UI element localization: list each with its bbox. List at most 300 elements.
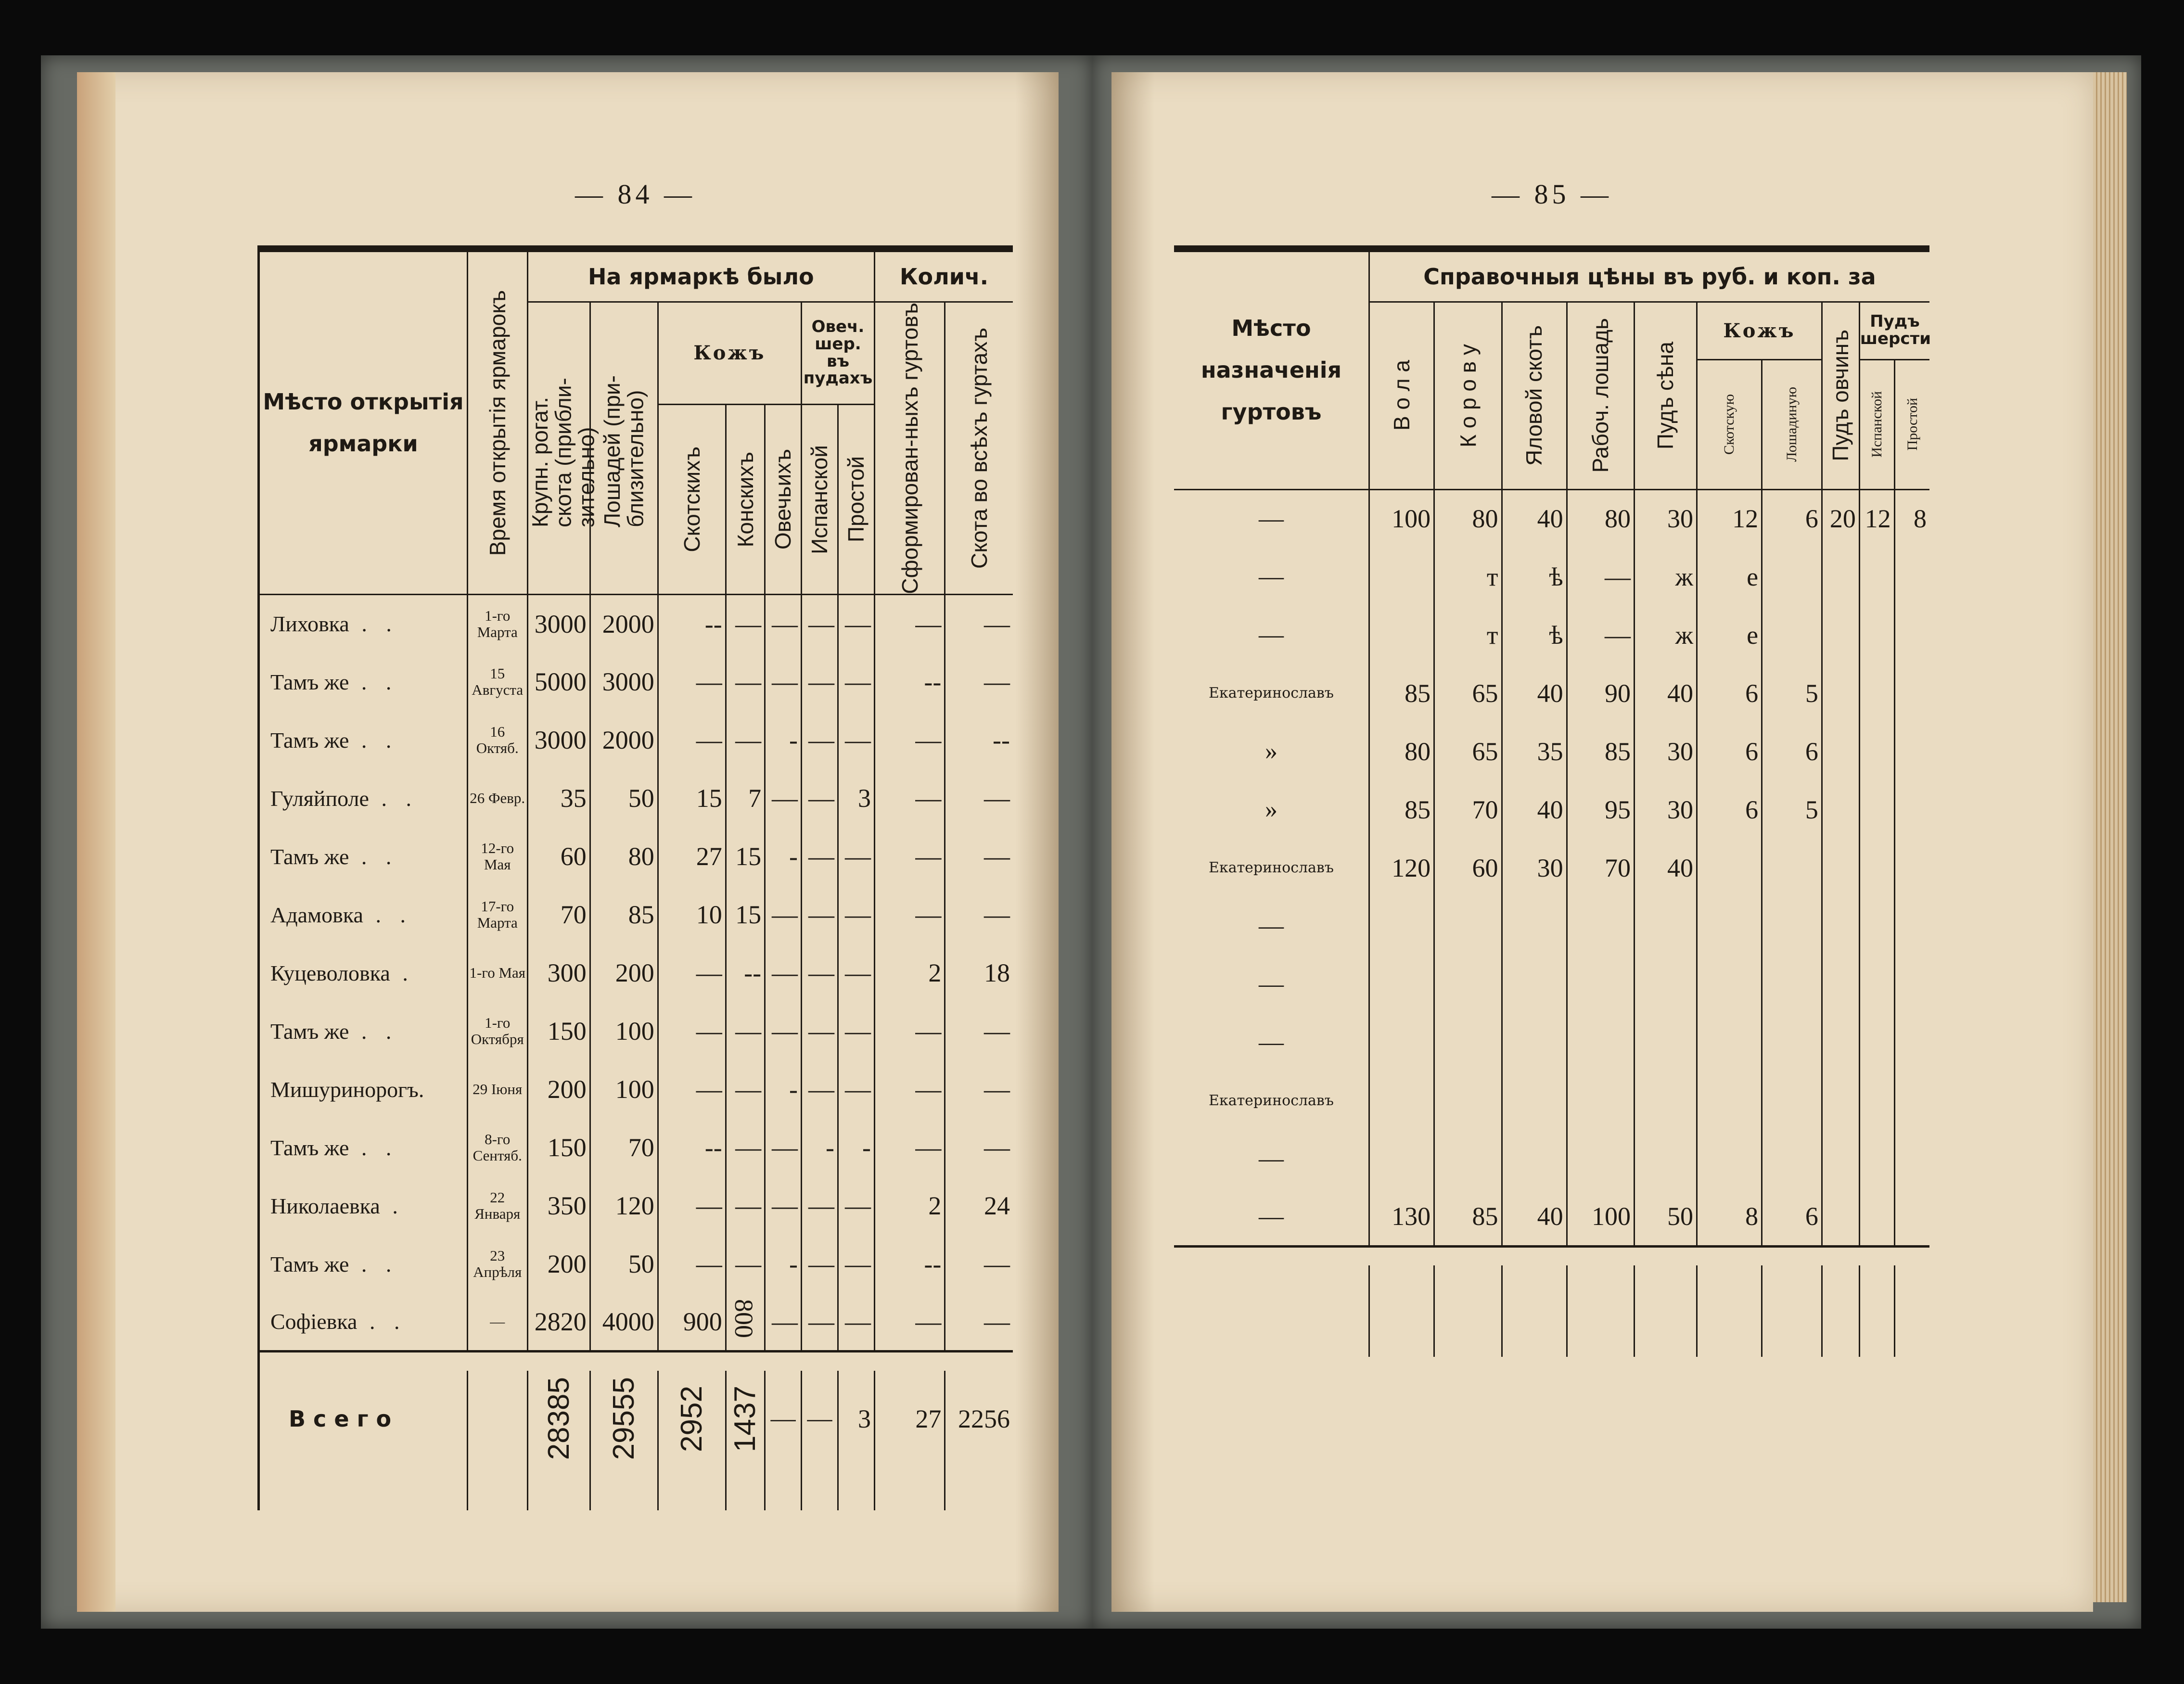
fair-hh: 7 <box>748 784 762 813</box>
price-wh <box>1567 1072 1634 1130</box>
header-oxen: В о л а <box>1389 360 1414 431</box>
fair-herds: — <box>915 1307 942 1336</box>
fair-hc: -- <box>704 609 722 638</box>
fair-hs: — <box>772 1307 798 1336</box>
price-hay: ж <box>1635 606 1697 664</box>
header-count: Колич. <box>874 249 1013 302</box>
fair-horses: 200 <box>615 958 654 988</box>
price-ws <box>1859 1013 1894 1072</box>
fair-cattle: 350 <box>547 1191 587 1221</box>
price-destination: — <box>1174 606 1369 664</box>
fair-inherds: -- <box>993 726 1010 755</box>
fair-cattle: 150 <box>547 1017 587 1046</box>
header-workhorse: Рабоч. лошадь <box>1588 318 1613 473</box>
header-horses: Лошадей (при-близительно) <box>600 375 648 528</box>
price-hc: 8 <box>1697 1188 1762 1246</box>
fair-place: Тамъ же <box>270 727 349 753</box>
header-group: На ярмаркѣ было <box>527 249 874 302</box>
price-ws <box>1859 1188 1894 1246</box>
price-cows: т <box>1434 548 1502 606</box>
price-cows: 65 <box>1434 722 1502 780</box>
fair-ws: — <box>808 1250 834 1279</box>
price-row <box>1174 606 1929 664</box>
total-horses: 29555 <box>607 1377 641 1460</box>
price-ws: 12 <box>1859 489 1894 548</box>
fair-inherds: — <box>984 1307 1010 1336</box>
fair-ws: — <box>808 1075 834 1104</box>
fair-cattle: 3000 <box>534 609 587 638</box>
price-barren: 40 <box>1502 489 1567 548</box>
fair-place: Софіевка <box>270 1309 358 1334</box>
fair-herds: — <box>915 900 942 930</box>
fair-date: 26 Февр. <box>467 769 527 828</box>
price-destination: Екатеринославъ <box>1174 1072 1369 1130</box>
fair-herds: 2 <box>928 958 942 988</box>
fair-hh: — <box>735 667 762 697</box>
fair-hs: - <box>789 1075 798 1104</box>
price-destination: — <box>1174 1130 1369 1188</box>
fair-horses: 2000 <box>602 609 654 638</box>
price-sk: 20 <box>1822 489 1859 548</box>
fair-cattle: 35 <box>560 784 587 813</box>
price-hh <box>1762 1013 1822 1072</box>
fair-hc: — <box>696 1075 722 1104</box>
price-hay <box>1635 1013 1697 1072</box>
price-row <box>1174 1130 1929 1188</box>
leader-dots <box>424 1077 431 1102</box>
fair-ws: — <box>808 900 834 930</box>
price-sk <box>1822 664 1859 722</box>
fair-horses: 100 <box>615 1075 654 1104</box>
fair-hc: 15 <box>696 784 722 813</box>
fair-cattle: 300 <box>547 958 587 988</box>
price-sk <box>1822 897 1859 955</box>
price-hh: 6 <box>1762 1188 1822 1246</box>
fair-hc: 27 <box>696 842 722 871</box>
price-cows <box>1434 1130 1502 1188</box>
fair-date: 29 Іюня <box>467 1060 527 1119</box>
fair-ws: — <box>808 842 834 871</box>
price-destination: — <box>1174 955 1369 1013</box>
price-cows: т <box>1434 606 1502 664</box>
fair-date: 23 Апрѣля <box>467 1235 527 1293</box>
fair-table <box>257 245 1013 1510</box>
price-barren <box>1502 897 1567 955</box>
price-hc: е <box>1697 606 1762 664</box>
fair-inherds: — <box>984 900 1010 930</box>
fair-hh: — <box>735 1133 762 1162</box>
price-hc <box>1697 955 1762 1013</box>
price-hh: 5 <box>1762 780 1822 839</box>
price-wh <box>1567 955 1634 1013</box>
fair-hh: — <box>735 1017 762 1046</box>
fair-horses: 4000 <box>602 1307 654 1336</box>
fair-row <box>259 944 1013 1002</box>
fair-hh: — <box>735 1191 762 1221</box>
price-barren: 40 <box>1502 780 1567 839</box>
fair-hh: -- <box>744 958 762 988</box>
fair-cattle: 200 <box>547 1250 587 1279</box>
leader-dots: . . <box>361 1135 398 1160</box>
fair-date: 1-го Мая <box>467 944 527 1002</box>
price-wp <box>1894 897 1929 955</box>
price-ws <box>1859 548 1894 606</box>
price-row <box>1174 955 1929 1013</box>
fair-hc: — <box>696 1191 722 1221</box>
fair-inherds: — <box>984 784 1010 813</box>
total-cattle: 28385 <box>542 1377 575 1460</box>
price-sk <box>1822 1072 1859 1130</box>
fair-date: 15 Августа <box>467 653 527 711</box>
price-hay: 30 <box>1635 489 1697 548</box>
header-wool-simple: Простой <box>843 456 869 543</box>
fair-row <box>259 1235 1013 1293</box>
price-oxen: 85 <box>1369 780 1434 839</box>
price-destination: — <box>1174 489 1369 548</box>
header-wool-spanish: Испанской <box>807 445 832 554</box>
fair-place: Куцеволовка <box>270 960 390 985</box>
fair-herds: — <box>915 1133 942 1162</box>
price-wp <box>1894 722 1929 780</box>
fair-hc: 10 <box>696 900 722 930</box>
price-wp <box>1894 955 1929 1013</box>
fair-herds: — <box>915 784 942 813</box>
header-wool-spanish-price: Испанской <box>1868 391 1885 458</box>
price-hay: 50 <box>1635 1188 1697 1246</box>
total-wool-spanish: — <box>802 1371 838 1467</box>
fair-wp: — <box>844 1017 871 1046</box>
leader-dots: . . <box>361 844 398 869</box>
price-hay <box>1635 1072 1697 1130</box>
price-row <box>1174 1072 1929 1130</box>
price-ws <box>1859 839 1894 897</box>
page-number-left: — 84 — <box>575 179 696 210</box>
price-ws <box>1859 1072 1894 1130</box>
fair-ws: — <box>808 1307 834 1336</box>
price-hay <box>1635 955 1697 1013</box>
fair-inherds: 24 <box>984 1191 1010 1221</box>
total-hides-horse: 1437 <box>728 1385 762 1452</box>
price-wp <box>1894 1072 1929 1130</box>
fair-wp: — <box>844 667 871 697</box>
price-hc <box>1697 897 1762 955</box>
leader-dots: . . <box>381 786 418 811</box>
price-wh: 100 <box>1567 1188 1634 1246</box>
fair-cattle: 5000 <box>534 667 587 697</box>
price-ws <box>1859 897 1894 955</box>
price-barren: ѣ <box>1502 606 1567 664</box>
fair-place: Адамовка <box>270 902 363 927</box>
fair-hs: — <box>772 958 798 988</box>
price-hh: 6 <box>1762 722 1822 780</box>
fair-date: — <box>467 1293 527 1352</box>
price-ws <box>1859 955 1894 1013</box>
fair-hs: - <box>789 1250 798 1279</box>
leader-dots: . <box>392 1193 405 1218</box>
fair-herds: — <box>915 1075 942 1104</box>
fair-date: 8-го Сентяб. <box>467 1119 527 1177</box>
price-cows <box>1434 897 1502 955</box>
header-hides-price: Кожъ <box>1697 302 1822 359</box>
price-destination: Екатеринославъ <box>1174 664 1369 722</box>
price-barren <box>1502 1013 1567 1072</box>
fair-horses: 50 <box>628 784 654 813</box>
leader-dots: . . <box>361 669 398 694</box>
fair-cattle: 60 <box>560 842 587 871</box>
fair-inherds: 18 <box>984 958 1010 988</box>
price-hh <box>1762 548 1822 606</box>
price-hh <box>1762 1130 1822 1188</box>
fair-date: 16 Октяб. <box>467 711 527 769</box>
fair-place: Лиховка <box>270 612 349 637</box>
price-wh <box>1567 897 1634 955</box>
price-hay <box>1635 1130 1697 1188</box>
price-cows: 80 <box>1434 489 1502 548</box>
price-hay <box>1635 897 1697 955</box>
fair-ws: — <box>808 1017 834 1046</box>
leader-dots: . . <box>369 1309 407 1334</box>
price-hh <box>1762 839 1822 897</box>
price-hc: 6 <box>1697 780 1762 839</box>
fair-herds: -- <box>924 1250 942 1279</box>
fair-herds: — <box>915 609 942 638</box>
fair-hc: — <box>696 1250 722 1279</box>
price-oxen: 120 <box>1369 839 1434 897</box>
fair-place: Тамъ же <box>270 1251 349 1276</box>
total-label: Всего <box>259 1371 468 1467</box>
header-hide-horse: Лошадиную <box>1784 387 1800 462</box>
fair-ws: — <box>808 609 834 638</box>
fair-ws: — <box>808 726 834 755</box>
price-barren: 40 <box>1502 664 1567 722</box>
leader-dots: . . <box>361 1019 398 1044</box>
price-oxen: 80 <box>1369 722 1434 780</box>
fair-hh: — <box>735 1250 762 1279</box>
fair-hs: — <box>772 1133 798 1162</box>
price-hh <box>1762 606 1822 664</box>
fair-cattle: 150 <box>547 1133 587 1162</box>
price-hay: 30 <box>1635 780 1697 839</box>
price-sk <box>1822 780 1859 839</box>
price-hc <box>1697 1013 1762 1072</box>
header-hide-cattle: Скотскую <box>1721 394 1737 455</box>
fair-cattle: 70 <box>560 900 587 930</box>
fair-herds: — <box>915 726 942 755</box>
price-row <box>1174 839 1929 897</box>
fair-hc: -- <box>704 1133 722 1162</box>
leader-dots: . <box>402 960 415 985</box>
total-hides-sheep: — <box>765 1371 802 1467</box>
price-oxen: 100 <box>1369 489 1434 548</box>
fair-wp: — <box>844 726 871 755</box>
fair-hc: — <box>696 726 722 755</box>
price-sk <box>1822 1130 1859 1188</box>
fair-inherds: — <box>984 1250 1010 1279</box>
fair-hh: 800 <box>729 1299 758 1338</box>
fair-wp: - <box>862 1133 871 1162</box>
page-stack-edge <box>2093 72 2127 1602</box>
header-herds-formed: Сформирован-ныхъ гуртовъ <box>897 302 922 594</box>
price-hc <box>1697 839 1762 897</box>
header-wool: Овеч. шер. въ пудахъ <box>802 302 875 404</box>
fair-hs: - <box>789 842 798 871</box>
header-cattle-in-herds: Скота во всѣхъ гуртахъ <box>967 327 992 569</box>
header-place: Мѣсто открытія ярмарки <box>259 249 468 595</box>
price-wp <box>1894 664 1929 722</box>
fair-horses: 120 <box>615 1191 654 1221</box>
price-row <box>1174 548 1929 606</box>
fair-row <box>259 1002 1013 1060</box>
fair-hs: — <box>772 784 798 813</box>
price-wp <box>1894 606 1929 664</box>
fair-ws: — <box>808 1191 834 1221</box>
price-hh: 5 <box>1762 664 1822 722</box>
price-oxen <box>1369 955 1434 1013</box>
price-wh: 80 <box>1567 489 1634 548</box>
fair-wp: — <box>844 1307 871 1336</box>
fair-wp: — <box>844 958 871 988</box>
fair-hs: - <box>789 726 798 755</box>
price-wh: 85 <box>1567 722 1634 780</box>
price-cows <box>1434 955 1502 1013</box>
fair-hc: — <box>696 667 722 697</box>
fair-inherds: — <box>984 1133 1010 1162</box>
fair-horses: 100 <box>615 1017 654 1046</box>
price-wh: 90 <box>1567 664 1634 722</box>
header-prices: Справочныя цѣны въ руб. и коп. за <box>1369 249 1929 302</box>
fair-row <box>259 828 1013 886</box>
price-row <box>1174 897 1929 955</box>
fair-hc: — <box>696 958 722 988</box>
price-oxen <box>1369 606 1434 664</box>
price-hay: ж <box>1635 548 1697 606</box>
price-cows: 70 <box>1434 780 1502 839</box>
header-destination: Мѣсто назначенія гуртовъ <box>1174 249 1369 489</box>
fair-wp: 3 <box>857 784 871 813</box>
price-wh: 95 <box>1567 780 1634 839</box>
price-wp <box>1894 1130 1929 1188</box>
fair-wp: — <box>844 1250 871 1279</box>
fair-ws: - <box>825 1133 834 1162</box>
fair-hh: — <box>735 1075 762 1104</box>
fair-date: 1-го Октября <box>467 1002 527 1060</box>
price-sk <box>1822 1013 1859 1072</box>
price-oxen <box>1369 1130 1434 1188</box>
fair-place: Тамъ же <box>270 1135 349 1160</box>
price-ws <box>1859 606 1894 664</box>
fair-ws: — <box>808 784 834 813</box>
fair-herds: — <box>915 842 942 871</box>
price-row <box>1174 780 1929 839</box>
price-wh: — <box>1567 606 1634 664</box>
fair-horses: 85 <box>628 900 654 930</box>
fair-herds: — <box>915 1017 942 1046</box>
price-oxen <box>1369 1072 1434 1130</box>
price-oxen: 130 <box>1369 1188 1434 1246</box>
price-barren: ѣ <box>1502 548 1567 606</box>
price-wh <box>1567 1013 1634 1072</box>
fair-hc: — <box>696 1017 722 1046</box>
price-hay: 40 <box>1635 839 1697 897</box>
leader-dots: . . <box>375 902 412 927</box>
total-herds: 27 <box>874 1371 945 1467</box>
header-hay: Пудъ сѣна <box>1653 341 1678 450</box>
fair-hc: 900 <box>683 1307 722 1336</box>
price-hh: 6 <box>1762 489 1822 548</box>
fair-horses: 70 <box>628 1133 654 1162</box>
fair-row <box>259 1060 1013 1119</box>
price-destination: — <box>1174 1188 1369 1246</box>
price-oxen <box>1369 1013 1434 1072</box>
fair-date: 12-го Мая <box>467 828 527 886</box>
price-row <box>1174 664 1929 722</box>
leader-dots: . . <box>361 1251 398 1276</box>
price-cows: 65 <box>1434 664 1502 722</box>
price-table <box>1174 245 1929 1357</box>
price-barren <box>1502 1130 1567 1188</box>
price-wh: — <box>1567 548 1634 606</box>
price-hh <box>1762 897 1822 955</box>
price-wp <box>1894 780 1929 839</box>
fair-place: Тамъ же <box>270 844 349 869</box>
price-destination: — <box>1174 897 1369 955</box>
price-wp <box>1894 839 1929 897</box>
price-sk <box>1822 955 1859 1013</box>
total-row <box>259 1371 1013 1467</box>
fair-row <box>259 1177 1013 1235</box>
price-hc: 6 <box>1697 722 1762 780</box>
price-destination: — <box>1174 548 1369 606</box>
header-barren-cattle: Яловой скотъ <box>1521 325 1547 466</box>
price-barren <box>1502 1072 1567 1130</box>
price-cows: 60 <box>1434 839 1502 897</box>
leader-dots: . . <box>361 727 398 753</box>
fair-hh: — <box>735 609 762 638</box>
fair-inherds: — <box>984 842 1010 871</box>
fair-inherds: — <box>984 609 1010 638</box>
header-hides-sheep: Овечьихъ <box>770 449 796 550</box>
fair-row <box>259 1293 1013 1352</box>
fair-wp: — <box>844 900 871 930</box>
fair-place: Мишуринорогъ. <box>270 1077 424 1102</box>
price-hh <box>1762 1072 1822 1130</box>
price-wh: 70 <box>1567 839 1634 897</box>
price-wp: 8 <box>1914 504 1927 534</box>
price-ws <box>1859 664 1894 722</box>
page-number-right: — 85 — <box>1492 179 1612 210</box>
fair-horses: 3000 <box>602 667 654 697</box>
header-wool-price: Пудъ шерсти <box>1859 302 1929 359</box>
price-hh <box>1762 955 1822 1013</box>
price-cows <box>1434 1013 1502 1072</box>
price-ws <box>1859 722 1894 780</box>
price-row <box>1174 1188 1929 1246</box>
leader-dots: . . <box>361 612 398 637</box>
fair-date: 22 Января <box>467 1177 527 1235</box>
header-cattle: Крупн. рогат. скота (прибли-зительно) <box>527 378 599 528</box>
total-hides-cattle: 2952 <box>675 1385 709 1452</box>
fair-hh: 15 <box>735 842 762 871</box>
price-wp <box>1894 548 1929 606</box>
fair-inherds: — <box>984 1017 1010 1046</box>
price-row <box>1174 722 1929 780</box>
price-cows: 85 <box>1434 1188 1502 1246</box>
fair-place: Тамъ же <box>270 1019 349 1044</box>
fair-row <box>259 595 1013 653</box>
fair-hs: — <box>772 1017 798 1046</box>
price-cows <box>1434 1072 1502 1130</box>
price-hay: 30 <box>1635 722 1697 780</box>
